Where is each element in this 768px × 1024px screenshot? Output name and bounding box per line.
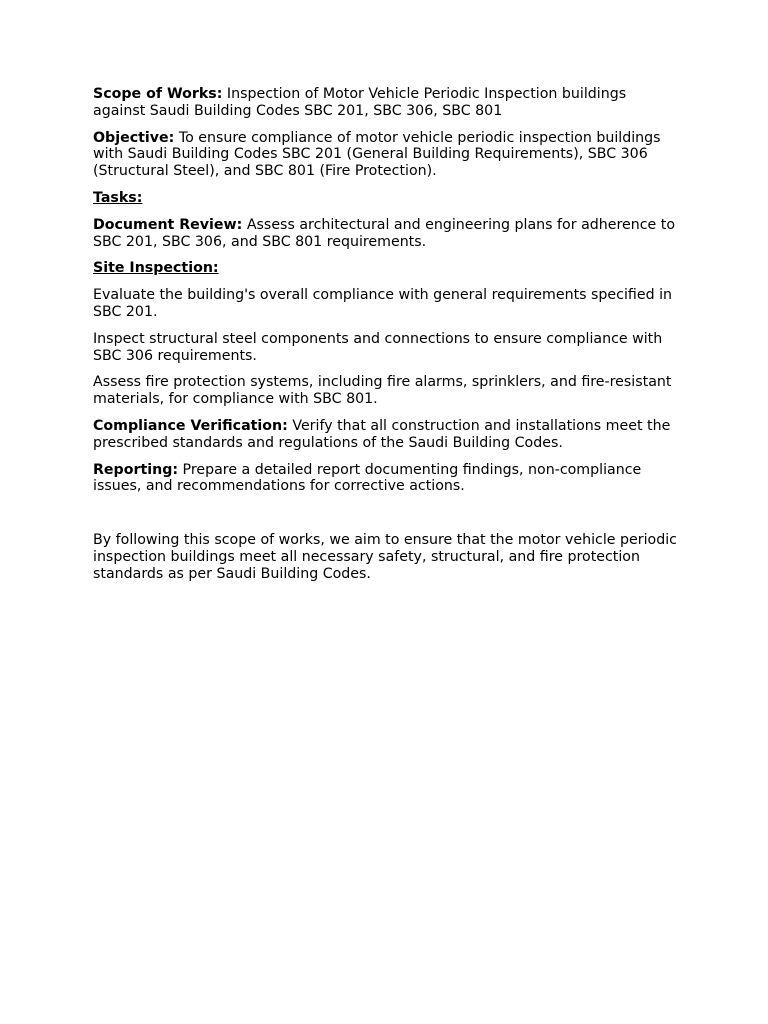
document-review-text: Assess architectural and engineering plans for adherence to SBC 201, SBC 306, and SBC 801 requirements. xyxy=(93,216,676,250)
tasks-heading: Tasks: xyxy=(93,189,143,206)
scope-paragraph xyxy=(93,86,681,120)
site-inspection-item: Inspect structural steel components and connections to ensure compliance with SBC 306 requirements. xyxy=(93,330,663,364)
compliance-verification-label: Compliance Verification: xyxy=(93,417,288,434)
scope-label: Scope of Works: xyxy=(93,86,223,102)
conclusion-paragraph: By following this scope of works, we aim to ensure that the motor vehicle periodic inspection buildings meet all necessary safety, structural, and fire protection standards as per Saudi Building Codes. xyxy=(93,532,677,582)
compliance-verification-text: Verify that all construction and installations meet the prescribed standards and regulations of the Saudi Building Codes. xyxy=(93,417,671,451)
objective-paragraph xyxy=(93,130,681,180)
site-inspection-item: Evaluate the building's overall compliance with general requirements specified in SBC 201. xyxy=(93,287,673,320)
compliance-verification-paragraph xyxy=(93,418,681,452)
reporting-text: Prepare a detailed report documenting findings, non-compliance issues, and recommendations for corrective actions. xyxy=(93,461,642,495)
site-inspection-item: Assess fire protection systems, including fire alarms, sprinklers, and fire-resistant materials, for compliance with SBC 801. xyxy=(93,374,672,408)
tasks-heading-paragraph xyxy=(93,190,681,207)
document-review-label: Document Review: xyxy=(93,216,243,233)
site-inspection-heading-paragraph xyxy=(93,260,681,277)
reporting-paragraph xyxy=(93,462,681,496)
document-body xyxy=(93,86,681,593)
document-review-paragraph xyxy=(93,217,681,251)
objective-text: To ensure compliance of motor vehicle periodic inspection buildings with Saudi Building Codes SBC 201 (General Building Requirements), SBC 306 (Structural Steel), and SBC 801 (Fire Protection). xyxy=(93,129,661,180)
site-inspection-heading: Site Inspection: xyxy=(93,260,219,277)
paragraph-spacer xyxy=(93,505,681,532)
objective-label: Objective: xyxy=(93,129,175,146)
reporting-label: Reporting: xyxy=(93,461,179,478)
scope-text: Inspection of Motor Vehicle Periodic Inspection buildings against Saudi Building Codes SBC 201, SBC 306, SBC 801 xyxy=(93,86,627,119)
